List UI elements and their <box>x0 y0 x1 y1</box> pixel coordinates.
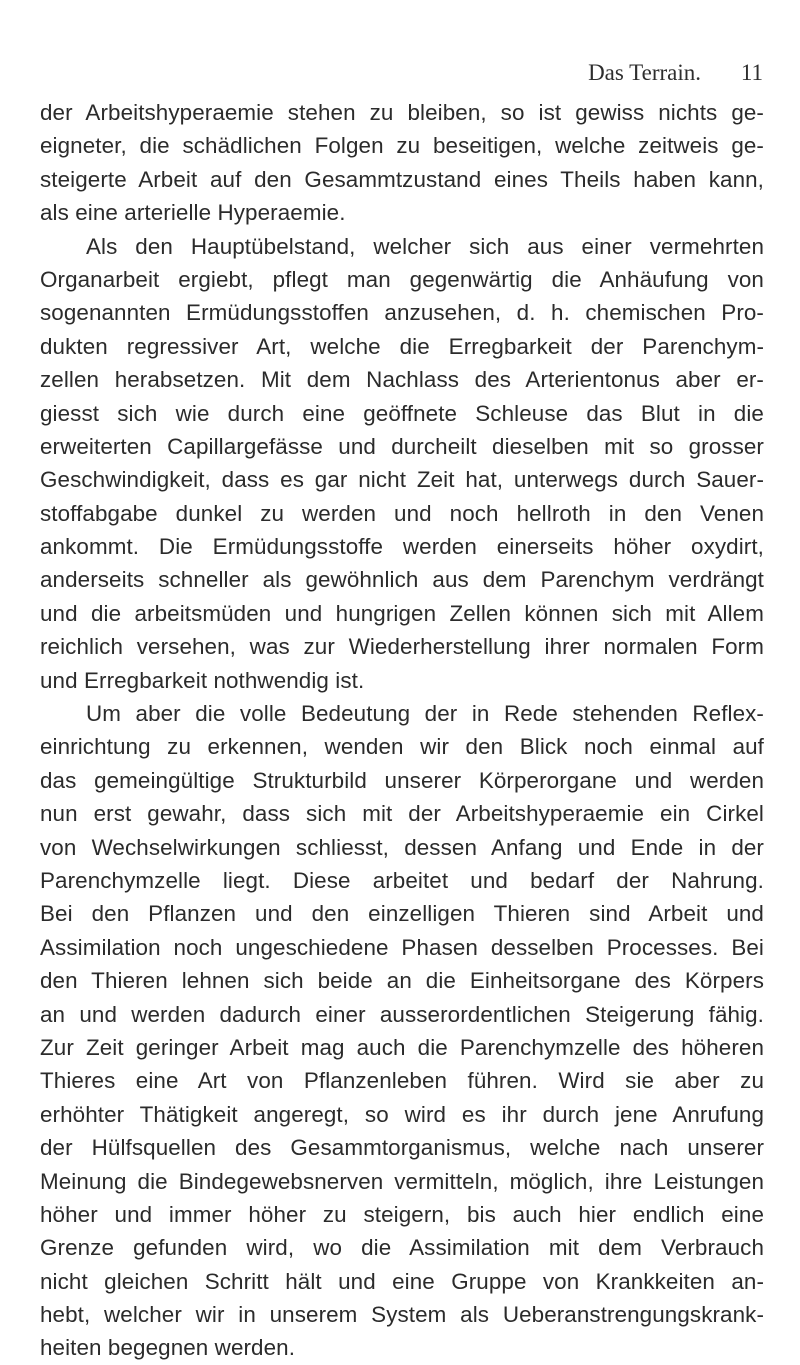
text-line: und Erregbarkeit nothwendig ist. <box>40 667 365 693</box>
text-line: zellen herabsetzen. Mit dem Nachlass des Arterientonus aber er- <box>40 367 764 393</box>
text-line: als eine arterielle Hyperaemie. <box>40 200 346 226</box>
body-text <box>40 96 764 1365</box>
text-line: das gemeingültige Strukturbild unserer Körperorgane und werden <box>40 767 764 793</box>
text-line: den Thieren lehnen sich beide an die Einheitsorgane des Körpers <box>40 968 764 994</box>
text-line: Assimilation noch ungeschiedene Phasen desselben Processes. Bei <box>40 934 764 960</box>
text-line: einrichtung zu erkennen, wenden wir den Blick noch einmal auf <box>40 734 764 760</box>
text-line: erweiterten Capillargefässe und durcheilt dieselben mit so grosser <box>40 433 764 459</box>
text-line: der Arbeitshyperaemie stehen zu bleiben, so ist gewiss nichts ge- <box>40 100 764 125</box>
text-line: Bei den Pflanzen und den einzelligen Thieren sind Arbeit und <box>40 901 764 927</box>
text-line: steigerte Arbeit auf den Gesammtzustand eines Theils haben kann, <box>40 166 764 192</box>
text-line: Als den Hauptübelstand, welcher sich aus einer vermehrten <box>86 233 764 259</box>
text-line: nun erst gewahr, dass sich mit der Arbeitshyperaemie ein Cirkel <box>40 801 764 827</box>
text-line: Zur Zeit geringer Arbeit mag auch die Parenchymzelle des höheren <box>40 1034 764 1060</box>
text-line: giesst sich wie durch eine geöffnete Schleuse das Blut in die <box>40 400 764 426</box>
text-line: Grenze gefunden wird, wo die Assimilation mit dem Verbrauch <box>40 1235 764 1261</box>
page-number: 11 <box>740 60 763 85</box>
text-line: nicht gleichen Schritt hält und eine Gruppe von Krankkeiten an- <box>40 1268 764 1294</box>
running-title: Das Terrain. <box>588 60 701 85</box>
text-line: der Hülfsquellen des Gesammtorganismus, welche nach unserer <box>40 1135 764 1161</box>
text-line: stoffabgabe dunkel zu werden und noch hellroth in den Venen <box>40 500 764 526</box>
text-line: und die arbeitsmüden und hungrigen Zellen können sich mit Allem <box>40 600 764 626</box>
text-line: an und werden dadurch einer ausserordentlichen Steigerung fähig. <box>40 1001 764 1027</box>
running-head <box>0 60 763 90</box>
text-line: von Wechselwirkungen schliesst, dessen Anfang und Ende in der <box>40 834 764 860</box>
text-line: sogenannten Ermüdungsstoffen anzusehen, d. h. chemischen Pro- <box>40 300 764 326</box>
text-line: anderseits schneller als gewöhnlich aus dem Parenchym verdrängt <box>40 567 764 593</box>
text-line: Parenchymzelle liegt. Diese arbeitet und bedarf der Nahrung. <box>40 867 764 893</box>
text-line: Geschwindigkeit, dass es gar nicht Zeit hat, unterwegs durch Sauer- <box>40 467 764 493</box>
text-line: ankommt. Die Ermüdungsstoffe werden einerseits höher oxydirt, <box>40 534 764 560</box>
text-line: Um aber die volle Bedeutung der in Rede stehenden Reflex- <box>86 701 764 727</box>
text-line: dukten regressiver Art, welche die Erregbarkeit der Parenchym- <box>40 333 764 359</box>
text-line: höher und immer höher zu steigern, bis auch hier endlich eine <box>40 1201 764 1227</box>
text-line: eigneter, die schädlichen Folgen zu beseitigen, welche zeitweis ge- <box>40 133 764 159</box>
text-line: hebt, welcher wir in unserem System als Ueberanstrengungskrank- <box>40 1302 764 1328</box>
text-line: erhöhter Thätigkeit angeregt, so wird es ihr durch jene Anrufung <box>40 1101 764 1127</box>
text-line: reichlich versehen, was zur Wiederherstellung ihrer normalen Form <box>40 634 764 660</box>
text-line: Organarbeit ergiebt, pflegt man gegenwärtig die Anhäufung von <box>40 266 764 292</box>
text-line: heiten begegnen werden. <box>40 1335 296 1361</box>
text-line: Meinung die Bindegewebsnerven vermitteln, möglich, ihre Leistungen <box>40 1168 764 1194</box>
text-line: Thieres eine Art von Pflanzenleben führen. Wird sie aber zu <box>40 1068 764 1094</box>
